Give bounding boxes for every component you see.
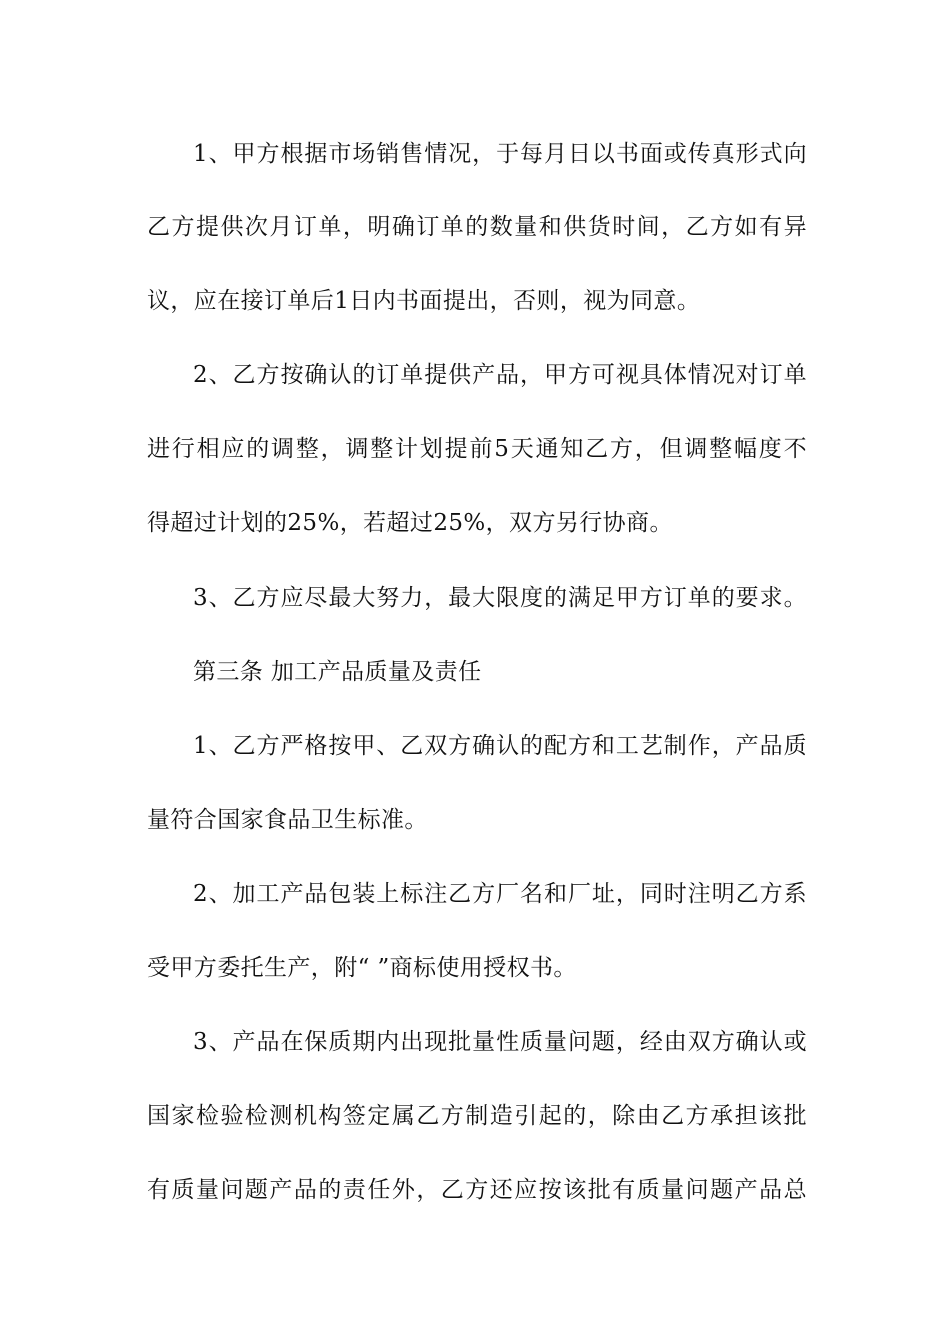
paragraph-1-line-3: 议，应在接订单后1日内书面提出，否则，视为同意。 bbox=[147, 288, 701, 314]
paragraph-1-line-1: 1、甲方根据市场销售情况，于每月日以书面或传真形式向 bbox=[193, 141, 807, 167]
paragraph-6-line-1: 3、产品在保质期内出现批量性质量问题，经由双方确认或 bbox=[193, 1029, 807, 1055]
paragraph-6-line-2: 国家检验检测机构签定属乙方制造引起的，除由乙方承担该批 bbox=[147, 1103, 807, 1129]
paragraph-3-line-1: 3、乙方应尽最大努力，最大限度的满足甲方订单的要求。 bbox=[193, 585, 807, 611]
paragraph-5-line-2: 受甲方委托生产，附“ ”商标使用授权书。 bbox=[147, 955, 577, 981]
section-heading: 第三条 加工产品质量及责任 bbox=[193, 659, 482, 685]
paragraph-5-line-1: 2、加工产品包装上标注乙方厂名和厂址，同时注明乙方系 bbox=[193, 881, 807, 907]
paragraph-4-line-2: 量符合国家食品卫生标准。 bbox=[147, 807, 428, 833]
paragraph-2-line-3: 得超过计划的25%，若超过25%，双方另行协商。 bbox=[147, 510, 673, 536]
paragraph-4-line-1: 1、乙方严格按甲、乙双方确认的配方和工艺制作，产品质 bbox=[193, 733, 807, 759]
paragraph-2-line-2: 进行相应的调整，调整计划提前5天通知乙方，但调整幅度不 bbox=[147, 436, 807, 462]
paragraph-2-line-1: 2、乙方按确认的订单提供产品，甲方可视具体情况对订单 bbox=[193, 362, 807, 388]
paragraph-6-line-3: 有质量问题产品的责任外，乙方还应按该批有质量问题产品总 bbox=[147, 1177, 807, 1203]
paragraph-1-line-2: 乙方提供次月订单，明确订单的数量和供货时间，乙方如有异 bbox=[147, 214, 807, 240]
